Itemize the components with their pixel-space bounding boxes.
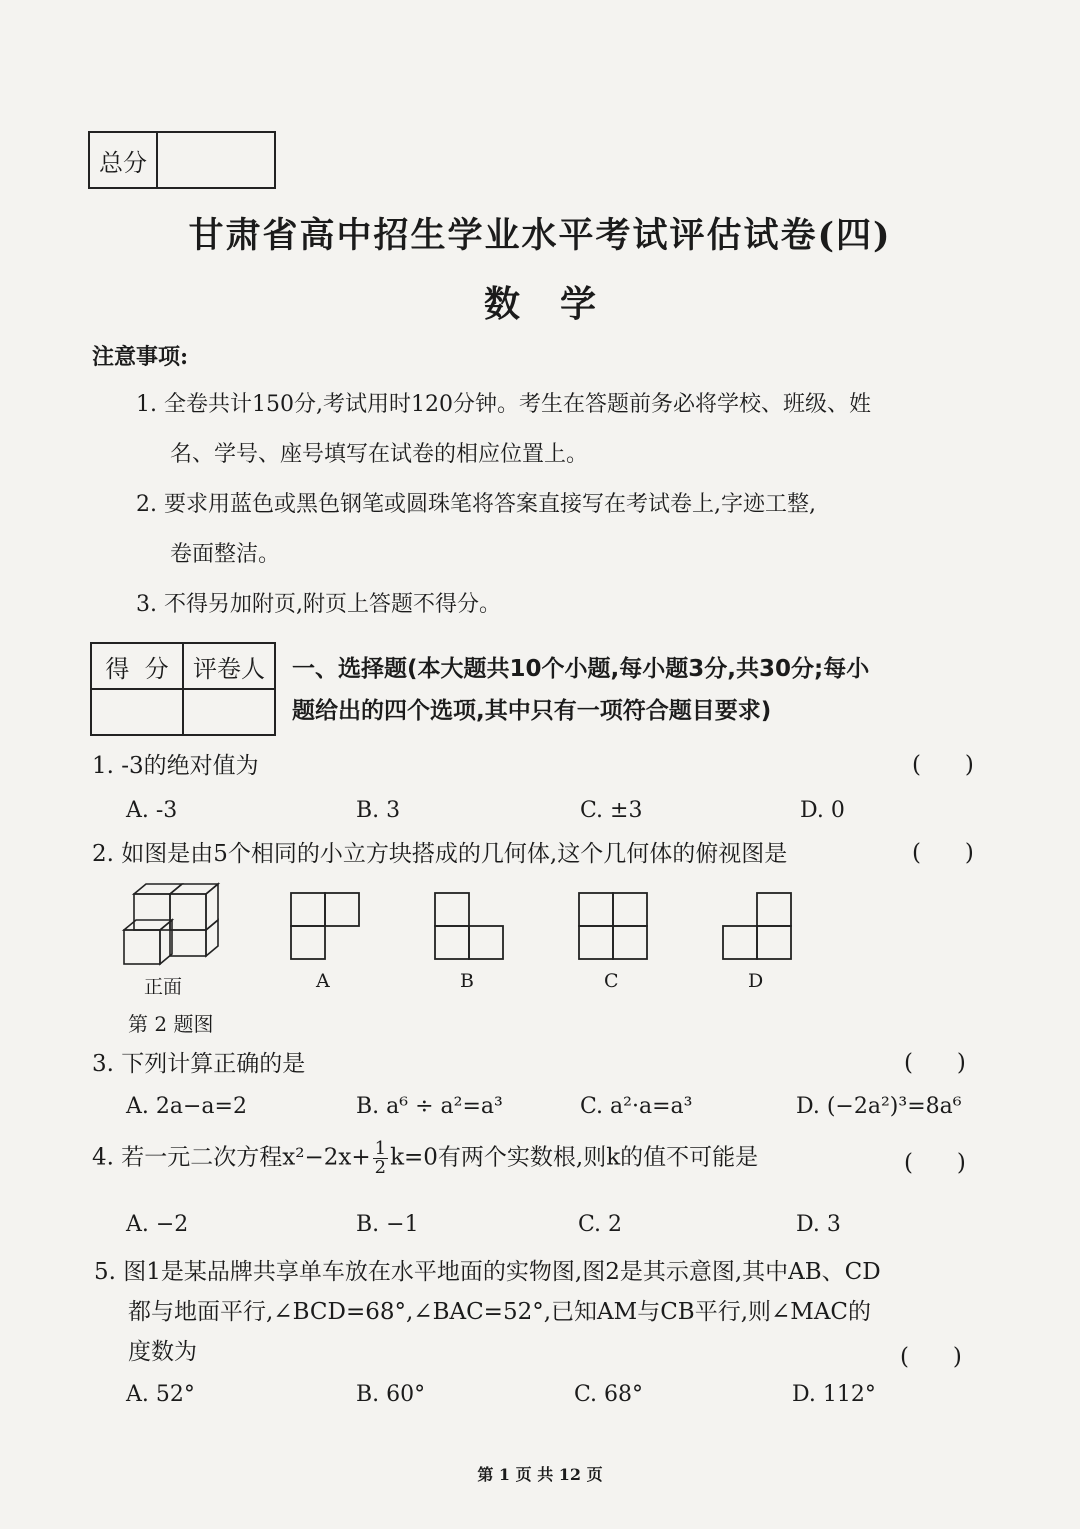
- q1-stem: 1. -3的绝对值为: [92, 753, 259, 779]
- notice-item-1-line1: 1. 全卷共计150分,考试用时120分钟。考生在答题前务必将学校、班级、姓: [136, 392, 871, 417]
- total-score-box: [88, 131, 276, 189]
- section-heading: [292, 648, 992, 732]
- q3-stem: 3. 下列计算正确的是: [92, 1051, 306, 1077]
- q1-option-d: D. 0: [800, 798, 845, 823]
- q3-option-b: B. a⁶ ÷ a²=a³: [356, 1094, 503, 1119]
- q5-option-b: B. 60°: [356, 1382, 426, 1407]
- q2-option-c-figure[interactable]: [578, 892, 648, 960]
- q5-stem-line1: 5. 图1是某品牌共享单车放在水平地面的实物图,图2是其示意图,其中AB、CD: [94, 1259, 881, 1285]
- q5-option-d: D. 112°: [792, 1382, 876, 1407]
- section-heading-line2: 题给出的四个选项,其中只有一项符合题目要求): [292, 698, 772, 724]
- grade-score-header: 得 分: [105, 654, 169, 683]
- total-score-label: 总分: [90, 133, 158, 187]
- q4-option-b: B. −1: [356, 1212, 419, 1237]
- exam-title: 甘肃省高中招生学业水平考试评估试卷(四): [188, 215, 892, 256]
- q4-stem-before: 4. 若一元二次方程x²−2x+: [92, 1144, 371, 1171]
- q4-option-c: C. 2: [578, 1212, 623, 1237]
- notice-item-3-line1: 3. 不得另加附页,附页上答题不得分。: [136, 592, 501, 617]
- notice-heading: 注意事项:: [92, 344, 189, 370]
- q2-option-b-figure[interactable]: [434, 892, 504, 960]
- q5-stem-line2: 都与地面平行,∠BCD=68°,∠BAC=52°,已知AM与CB平行,则∠MAC的: [128, 1299, 872, 1325]
- q5-option-a: A. 52°: [126, 1382, 195, 1407]
- q3-answer-paren[interactable]: ( ): [904, 1050, 966, 1076]
- notice-item-1-line2: 名、学号、座号填写在试卷的相应位置上。: [170, 442, 589, 467]
- grade-table: [90, 642, 276, 736]
- q2-option-a-label: A: [316, 970, 330, 992]
- q2-option-a-figure[interactable]: [290, 892, 360, 960]
- cube-solid-figure: [120, 880, 220, 970]
- q5-option-c: C. 68°: [574, 1382, 644, 1407]
- q4-fraction-den: 2: [374, 1157, 387, 1178]
- q4-stem-after: k=0有两个实数根,则k的值不可能是: [390, 1144, 759, 1171]
- q1-option-b: B. 3: [356, 798, 401, 823]
- q5-stem-line3: 度数为: [128, 1339, 197, 1365]
- q4-fraction: [373, 1140, 388, 1177]
- q1-answer-paren[interactable]: ( ): [912, 752, 974, 778]
- q4-fraction-num: 1: [374, 1138, 387, 1159]
- q5-answer-paren[interactable]: ( ): [900, 1344, 962, 1370]
- notice-item-2-line2: 卷面整洁。: [170, 542, 281, 567]
- q1-option-c: C. ±3: [580, 798, 643, 823]
- q2-figure-caption: 第 2 题图: [128, 1012, 214, 1036]
- total-score-blank[interactable]: [158, 133, 274, 187]
- notice-item-2-line1: 2. 要求用蓝色或黑色钢笔或圆珠笔将答案直接写在考试卷上,字迹工整,: [136, 492, 816, 517]
- q3-option-a: A. 2a−a=2: [126, 1094, 247, 1119]
- grade-reviewer-header: 评卷人: [182, 644, 274, 688]
- q4-answer-paren[interactable]: ( ): [904, 1150, 966, 1176]
- subject-title: 数学: [483, 283, 636, 325]
- q1-option-a: A. -3: [126, 798, 178, 823]
- q2-answer-paren[interactable]: ( ): [912, 840, 974, 866]
- grade-reviewer-blank[interactable]: [182, 690, 274, 734]
- q2-option-b-label: B: [460, 970, 474, 992]
- q4-option-a: A. −2: [126, 1212, 189, 1237]
- q4-stem: [92, 1140, 758, 1177]
- q3-option-c: C. a²·a=a³: [580, 1094, 693, 1119]
- grade-score-blank[interactable]: [92, 690, 182, 734]
- q2-option-c-label: C: [604, 970, 619, 992]
- q2-option-d-label: D: [748, 970, 764, 992]
- section-heading-line1: 一、选择题(本大题共10个小题,每小题3分,共30分;每小: [292, 656, 870, 682]
- q2-option-d-figure[interactable]: [722, 892, 792, 960]
- q3-option-d: D. (−2a²)³=8a⁶: [796, 1094, 962, 1119]
- q2-stem: 2. 如图是由5个相同的小立方块搭成的几何体,这个几何体的俯视图是: [92, 841, 788, 867]
- page-footer: 第 1 页 共 12 页: [477, 1465, 603, 1484]
- q2-front-label: 正面: [144, 976, 183, 998]
- q4-option-d: D. 3: [796, 1212, 841, 1237]
